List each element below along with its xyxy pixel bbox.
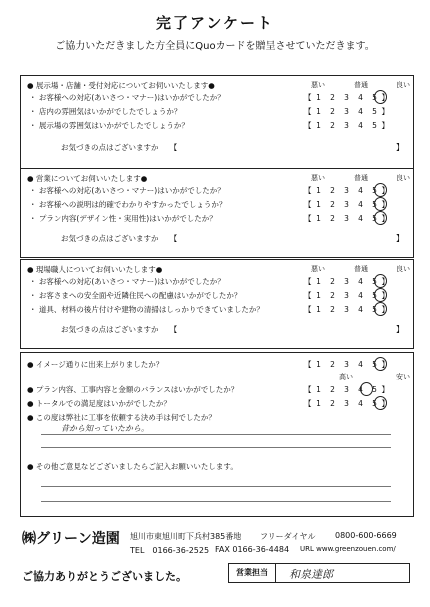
label-bad: 悪い xyxy=(311,81,325,89)
tel-number: TEL 0166-36-2525 xyxy=(130,546,210,555)
answer-circle xyxy=(374,274,387,288)
comment-prompt: お気づきの点はございますか 【 xyxy=(61,325,178,334)
label-good: 良い xyxy=(396,81,410,89)
rating-scale: 【 1 2 3 4 5 】 xyxy=(304,385,389,394)
question: ● プラン内容、工事内容と金額のバランスはいかがでしたか？ xyxy=(27,385,239,394)
question: ・ お客様への対応(あいさつ・マナー)はいかがでしたか？ xyxy=(29,186,225,195)
freedial-label: フリーダイヤル xyxy=(260,532,316,541)
page-title: 完了アンケート xyxy=(155,14,275,32)
answer-circle xyxy=(374,357,387,371)
section-heading: ● 現場職人についてお伺いいたします● xyxy=(27,265,163,274)
rating-scale: 【 1 2 3 4 5 】 xyxy=(304,214,389,223)
question: ・ 展示場の雰囲気はいかがでしたでしょうか？ xyxy=(29,121,189,130)
question: ・ お客様への対応(あいさつ・マナー)はいかがでしたか？ xyxy=(29,93,225,102)
answer-circle xyxy=(374,197,387,211)
section-overall xyxy=(20,352,414,517)
answer-circle xyxy=(374,183,387,197)
answer-line xyxy=(41,501,391,502)
bracket-close: 】 xyxy=(396,143,404,152)
rating-scale: 【 1 2 3 4 5 】 xyxy=(304,200,389,209)
answer-line xyxy=(41,447,391,448)
section-heading: ● 営業についてお伺いいたします● xyxy=(27,174,148,183)
label-normal: 普通 xyxy=(354,265,368,273)
rating-scale: 【 1 2 3 4 5 】 xyxy=(304,186,389,195)
label-cheap: 安い xyxy=(396,373,410,381)
section-craftsmen xyxy=(20,259,414,349)
fax-number: FAX 0166-36-4484 xyxy=(215,545,290,554)
question: ・ 店内の雰囲気はいかがでしたでしょうか？ xyxy=(29,107,182,116)
question: ● イメージ通りに出来上がりましたか？ xyxy=(27,360,164,369)
rating-scale: 【 1 2 3 4 5 】 xyxy=(304,93,389,102)
website: URL www.greenzouen.com/ xyxy=(300,545,396,553)
label-good: 良い xyxy=(396,174,410,182)
answer-circle xyxy=(374,211,387,225)
label-good: 良い xyxy=(396,265,410,273)
staff-label: 営業担当 xyxy=(229,564,276,582)
section-sales xyxy=(20,168,414,258)
staff-box xyxy=(228,563,410,583)
rating-scale: 【 1 2 3 4 5 】 xyxy=(304,107,389,116)
question: ● その他ご意見などございましたらご記入お願いいたします。 xyxy=(27,462,238,471)
answer-line xyxy=(41,434,391,435)
answer-line xyxy=(41,486,391,487)
answer-circle xyxy=(374,288,387,302)
comment-prompt: お気づきの点はございますか 【 xyxy=(61,143,178,152)
bracket-close: 】 xyxy=(396,234,404,243)
label-normal: 普通 xyxy=(354,81,368,89)
question: ・ 道具、材料の後片付けや建物の清掃はしっかりできていましたか？ xyxy=(29,305,264,314)
answer-circle xyxy=(374,90,387,104)
section-store xyxy=(20,75,414,169)
label-bad: 悪い xyxy=(311,174,325,182)
thanks-message: ご協力ありがとうございました。 xyxy=(22,570,187,583)
bracket-close: 】 xyxy=(396,325,404,334)
question: ・ お客様への説明は的確でわかりやすかったでしょうか？ xyxy=(29,200,227,209)
label-bad: 悪い xyxy=(311,265,325,273)
question: ● この度は弊社に工事を依頼する決め手は何でしたか？ xyxy=(27,413,216,422)
rating-scale: 【 1 2 3 4 5 】 xyxy=(304,121,389,130)
comment-prompt: お気づきの点はございますか 【 xyxy=(61,234,178,243)
question: ● トータルでの満足度はいかがでしたか？ xyxy=(27,399,171,408)
staff-signature: 和泉達郎 xyxy=(289,568,333,581)
page-subtitle: ご協力いただきました方全員にQuoカードを贈呈させていただきます。 xyxy=(55,41,375,52)
question: ・ お客様への対応(あいさつ・マナー)はいかがでしたか？ xyxy=(29,277,225,286)
rating-scale: 【 1 2 3 4 5 】 xyxy=(304,305,389,314)
rating-scale: 【 1 2 3 4 5 】 xyxy=(304,360,389,369)
rating-scale: 【 1 2 3 4 5 】 xyxy=(304,277,389,286)
rating-scale: 【 1 2 3 4 5 】 xyxy=(304,291,389,300)
label-normal: 普通 xyxy=(354,174,368,182)
answer-circle xyxy=(374,302,387,316)
question: ・ プラン内容(デザイン性・実用性)はいかがでしたか？ xyxy=(29,214,217,223)
handwritten-answer: 昔から知っていたから。 xyxy=(61,424,149,433)
answer-circle xyxy=(360,382,373,396)
freedial-number: 0800-600-6669 xyxy=(335,531,397,540)
answer-circle xyxy=(374,396,387,410)
section-heading: ● 展示場・店舗・受付対応についてお伺いいたします● xyxy=(27,81,215,90)
label-high: 高い xyxy=(339,373,353,381)
question: ・ お客さまへの安全面や近隣住民への配慮はいかがでしたか？ xyxy=(29,291,242,300)
rating-scale: 【 1 2 3 4 5 】 xyxy=(304,399,389,408)
company-logo: ㈱グリーン造園 xyxy=(22,531,120,547)
company-address: 旭川市東旭川町下兵村385番地 xyxy=(130,532,242,541)
